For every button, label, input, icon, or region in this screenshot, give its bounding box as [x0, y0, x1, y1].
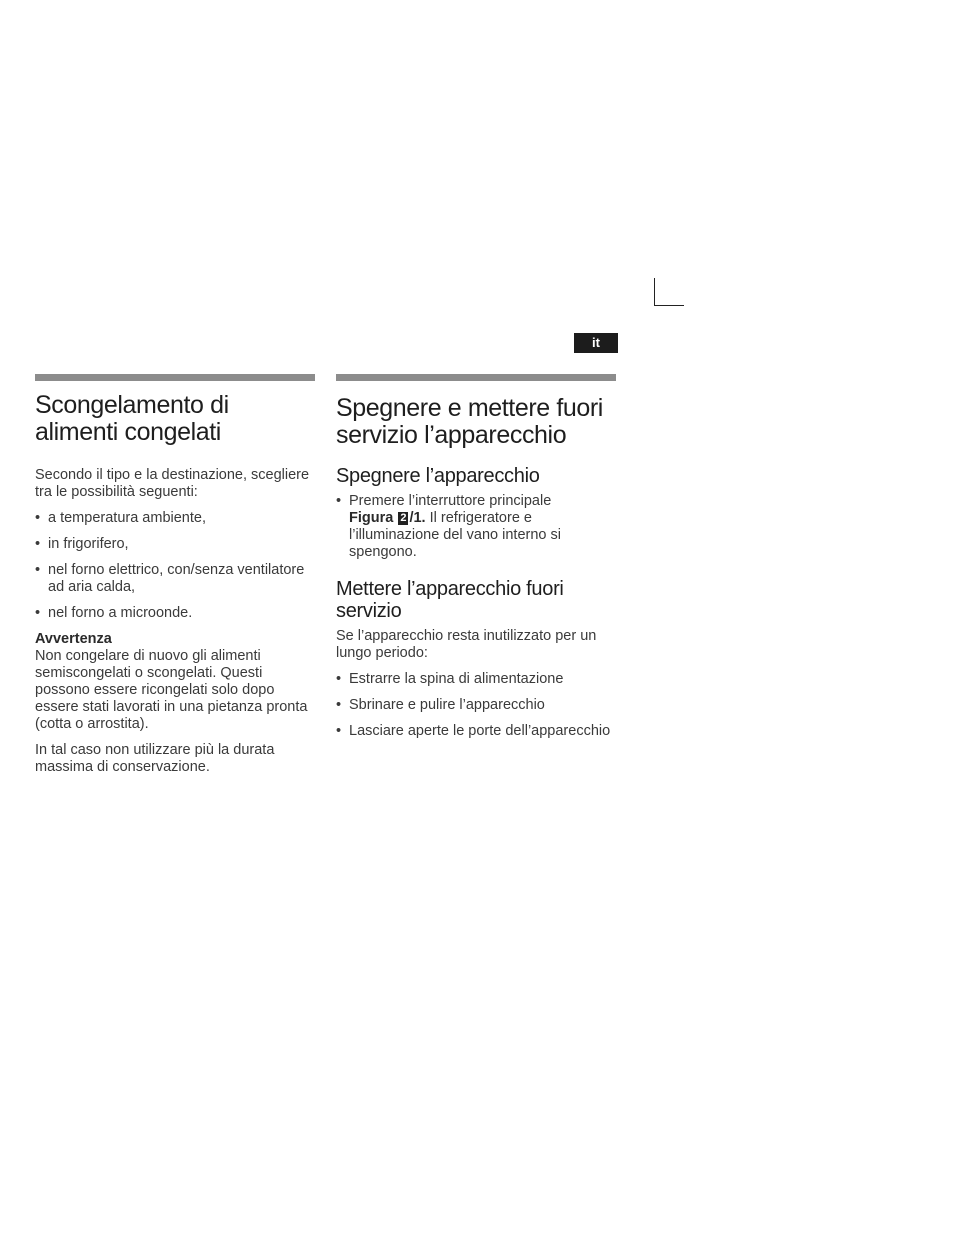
decommission-intro: Se l’apparecchio resta inutilizzato per un lungo periodo:	[336, 628, 597, 661]
section-rule	[336, 374, 616, 381]
switch-off-title: Spegnere e mettere fuori servizio l’apparecchio	[336, 394, 603, 449]
list-item: • Estrarre la spina di alimentazione	[336, 671, 616, 688]
list-item: • a temperatura ambiente,	[35, 510, 315, 527]
note-text-secondary: In tal caso non utilizzare più la durata massima di conservazione.	[35, 742, 275, 775]
thawing-options-list	[35, 510, 315, 622]
step-text-rest: Il refrigeratore e l’illuminazione del vano interno si spengono.	[349, 510, 561, 560]
list-item	[336, 493, 616, 561]
switch-off-section	[336, 374, 616, 740]
language-tag: it	[574, 333, 618, 353]
switch-off-heading: Spegnere l’apparecchio	[336, 465, 540, 487]
decommission-steps	[336, 671, 616, 740]
list-item: • in frigorifero,	[35, 536, 315, 553]
list-item: • nel forno a microonde.	[35, 605, 315, 622]
section-rule	[35, 374, 315, 381]
list-item: • nel forno elettrico, con/senza ventilatore ad aria calda,	[35, 562, 315, 596]
figure-reference	[349, 510, 430, 526]
list-item: • Lasciare aperte le porte dell’apparecchio	[336, 723, 616, 740]
thawing-title: Scongelamento di alimenti congelati	[35, 391, 229, 446]
thawing-intro: Secondo il tipo e la destinazione, scegliere tra le possibilità seguenti:	[35, 467, 310, 500]
crop-mark-vertical	[654, 278, 655, 306]
thawing-section	[35, 374, 315, 776]
crop-mark-horizontal	[654, 305, 684, 306]
list-item: • Sbrinare e pulire l’apparecchio	[336, 697, 616, 714]
figure-number-badge: 2	[400, 512, 407, 524]
switch-off-steps	[336, 493, 616, 561]
figure-label: Figura	[349, 510, 394, 526]
figure-suffix: /1.	[409, 510, 426, 526]
step-text: Premere l’interruttore principale	[349, 493, 552, 509]
note-title: Avvertenza	[35, 631, 112, 647]
decommission-heading: Mettere l’apparecchio fuori servizio	[336, 578, 564, 622]
note-text: Non congelare di nuovo gli alimenti semiscongelati o scongelati. Questi possono essere ricongelati solo dopo essere stati lavorati in una pietanza pronta (cotta o arrostita).	[35, 648, 308, 732]
